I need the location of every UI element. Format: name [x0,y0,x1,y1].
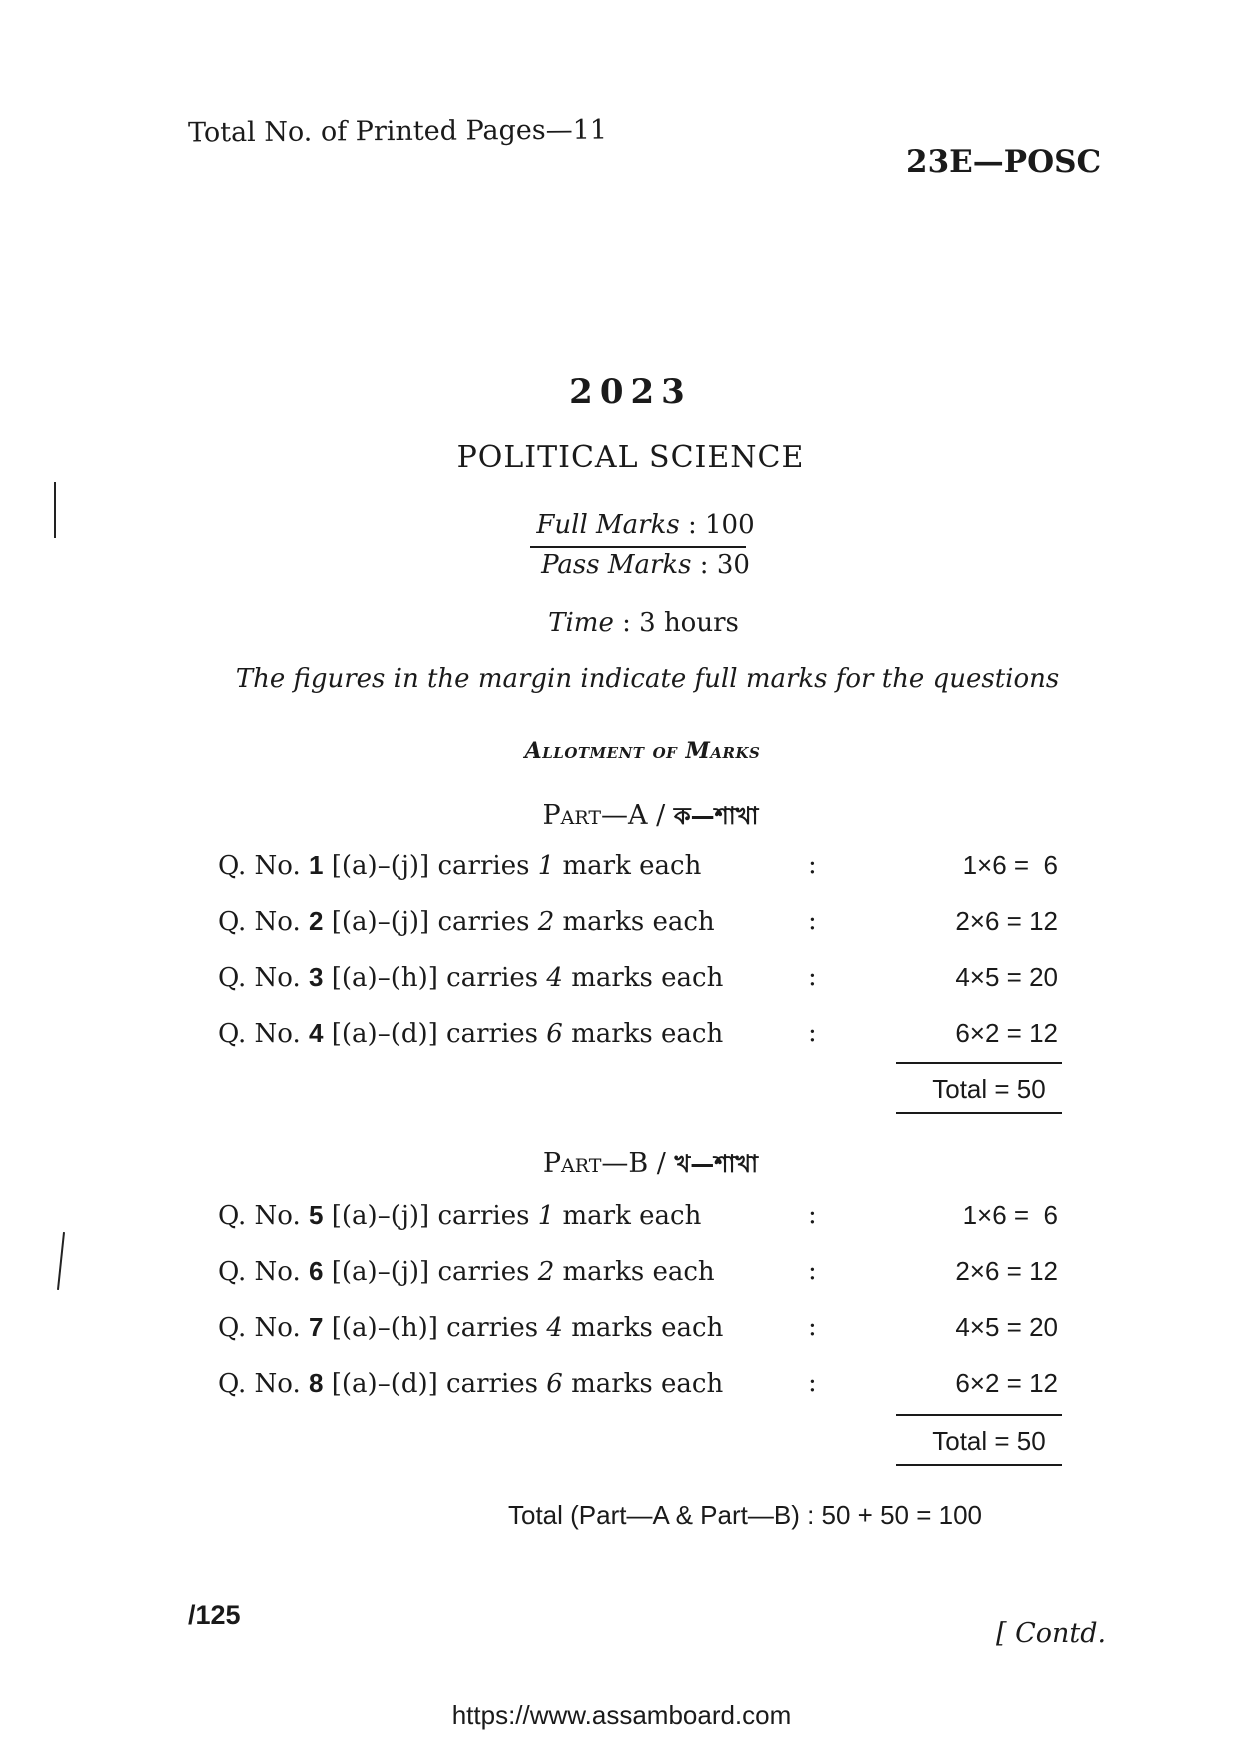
question-row [218,1312,1058,1352]
allotment-heading: Allotment of Marks [524,738,761,764]
q-range: [(a)–(h)] [331,1313,438,1343]
q-unit: mark each [562,851,702,881]
q-marks: 4 [546,963,563,993]
q-carries: carries [446,963,539,993]
q-prefix: Q. No. [218,963,301,993]
q-unit: marks each [562,1257,715,1287]
q-colon: : [808,1256,817,1286]
q-number: 2 [309,906,324,936]
q-number: 5 [309,1200,324,1230]
part-a-heading-bn: ক—শাখা [673,802,759,830]
q-calc: 6×2 = 12 [955,1018,1058,1048]
q-colon: : [808,1312,817,1342]
q-number: 7 [309,1312,324,1342]
part-a-total: Total = 50 [932,1074,1046,1104]
q-unit: marks each [571,963,724,993]
q-colon: : [808,1018,817,1048]
q-number: 4 [309,1018,324,1048]
q-number: 1 [309,850,324,880]
time-label: Time [548,608,614,638]
source-url[interactable]: https://www.assamboard.com [451,1700,792,1730]
q-colon: : [808,1368,817,1398]
part-b-total: Total = 50 [932,1426,1046,1456]
pass-marks-label: Pass Marks [541,550,692,580]
q-range: [(a)–(j)] [331,1201,430,1231]
q-colon: : [808,850,817,880]
question-row [218,1256,1058,1296]
total-rule-bottom [896,1112,1062,1114]
full-marks-value: : 100 [687,510,755,540]
full-marks [0,510,1241,540]
full-marks-label: Full Marks [536,510,680,540]
grand-total: Total (Part—A & Part—B) : 50 + 50 = 100 [508,1500,983,1530]
question-row [218,962,1058,1002]
paper-code: 23E—POSC [906,144,1102,180]
q-carries: carries [437,907,530,937]
q-calc: 1×6 = 6 [962,850,1058,880]
time-value: : 3 hours [622,608,739,638]
total-rule-top [896,1062,1062,1064]
q-prefix: Q. No. [218,1313,301,1343]
subject-title: POLITICAL SCIENCE [456,440,805,475]
q-carries: carries [437,1257,530,1287]
q-calc: 2×6 = 12 [955,906,1058,936]
margin-mark [57,1232,65,1290]
q-range: [(a)–(j)] [331,907,430,937]
margin-note: The figures in the margin indicate full marks for the questions [235,664,1060,694]
q-calc: 4×5 = 20 [955,962,1058,992]
part-b-heading [0,1146,1241,1186]
part-a-heading-en: Part—A / [542,800,666,831]
question-row [218,850,1058,890]
q-marks: 2 [537,907,555,937]
q-unit: marks each [571,1313,724,1343]
q-carries: carries [446,1313,539,1343]
q-range: [(a)–(j)] [331,1257,430,1287]
exam-time [0,608,1241,638]
q-prefix: Q. No. [218,851,301,881]
q-number: 6 [309,1256,324,1286]
q-number: 8 [309,1368,324,1398]
q-colon: : [808,906,817,936]
q-unit: marks each [571,1369,724,1399]
q-carries: carries [446,1369,539,1399]
part-a-heading [0,798,1241,838]
part-b-heading-en: Part—B / [542,1148,666,1179]
q-marks: 1 [537,1201,555,1231]
question-row [218,1200,1058,1240]
q-prefix: Q. No. [218,1019,301,1049]
q-carries: carries [437,851,530,881]
q-unit: marks each [562,907,715,937]
question-row [218,906,1058,946]
q-marks: 6 [546,1369,563,1399]
total-rule-top [896,1414,1062,1416]
marks-divider [530,546,746,548]
exam-year: 2023 [569,372,692,412]
q-calc: 6×2 = 12 [955,1368,1058,1398]
part-b-heading-bn: খ—শাখা [674,1150,759,1178]
continued-note [996,1618,1106,1649]
q-unit: mark each [562,1201,702,1231]
pass-marks [0,550,1241,580]
q-marks: 1 [537,851,555,881]
question-row [218,1018,1058,1058]
contd-text: [ Contd. [996,1618,1107,1649]
q-prefix: Q. No. [218,1257,301,1287]
q-marks: 6 [546,1019,563,1049]
pass-marks-value: : 30 [699,550,750,580]
q-number: 3 [309,962,324,992]
q-marks: 4 [546,1313,563,1343]
q-prefix: Q. No. [218,907,301,937]
total-rule-bottom [896,1464,1062,1466]
q-range: [(a)–(j)] [331,851,430,881]
page-code: /125 [188,1600,241,1630]
q-colon: : [808,962,817,992]
printed-pages-count: Total No. of Printed Pages—11 [187,114,608,149]
q-colon: : [808,1200,817,1230]
q-prefix: Q. No. [218,1201,301,1231]
q-range: [(a)–(d)] [331,1369,438,1399]
q-carries: carries [437,1201,530,1231]
q-range: [(a)–(h)] [331,963,438,993]
q-calc: 4×5 = 20 [955,1312,1058,1342]
q-range: [(a)–(d)] [331,1019,438,1049]
q-prefix: Q. No. [218,1369,301,1399]
q-marks: 2 [537,1257,555,1287]
question-row [218,1368,1058,1408]
q-carries: carries [446,1019,539,1049]
q-unit: marks each [571,1019,724,1049]
q-calc: 1×6 = 6 [962,1200,1058,1230]
q-calc: 2×6 = 12 [955,1256,1058,1286]
